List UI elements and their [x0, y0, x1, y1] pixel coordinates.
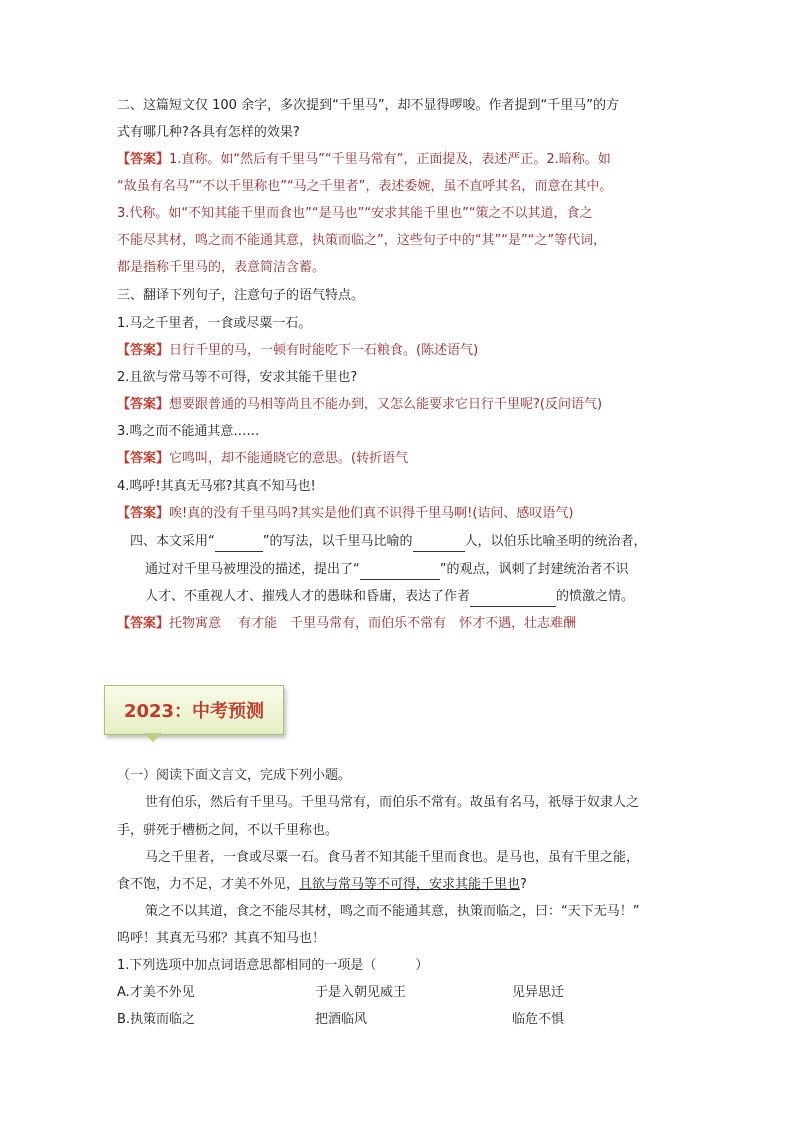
s4-text: ”的写法，以千里马比喻的	[262, 534, 413, 549]
s4-line1	[130, 532, 684, 552]
s3-a2	[117, 395, 684, 415]
s3-a1	[117, 341, 684, 361]
q2-answer-line4: 不能尽其材，鸣之而不能通其意，执策而临之”，这些句子中的“其”“是”“之”等代词，	[117, 233, 607, 248]
fill-blank	[215, 537, 263, 552]
answer-tag: 【答案】	[117, 616, 170, 631]
s4-text: ”的观点，讽刺了封建统治者不识	[439, 562, 629, 577]
s4-text: 人，以伯乐比喻圣明的统治者，	[464, 534, 647, 549]
s4-text: 人才、不重视人才、摧残人才的愚昧和昏庸，表达了作者	[145, 589, 471, 604]
answer-text: 日行千里的马，一顿有时能吃下一石粮食。(陈述语气)	[169, 343, 479, 358]
option-item: 见异思迁	[512, 985, 565, 1000]
option-item: 临危不惧	[512, 1012, 565, 1027]
banner-title: 2023：中考预测	[123, 701, 265, 722]
fill-blank	[413, 537, 465, 552]
s3-q4: 4.鸣呼!其真无马邪?其真不知马也!	[117, 479, 316, 494]
section-banner	[104, 685, 284, 741]
s4-text: 通过对千里马被埋没的描述，提出了“	[145, 562, 360, 577]
fill-blank	[360, 565, 440, 580]
s4-text: 四、本文采用“	[130, 534, 215, 549]
answer-tag: 【答案】	[117, 451, 170, 466]
reading-text: ?	[520, 877, 527, 892]
banner-pointer	[144, 733, 162, 742]
s4-line2	[145, 560, 684, 580]
reading-p1-line1: 世有伯乐，然后有千里马。千里马常有，而伯乐不常有。故虽有名马，祇辱于奴隶人之	[145, 795, 640, 810]
reading-p1-line2: 手，骈死于槽枥之间，不以千里称也。	[117, 823, 339, 838]
q2-answer-line5: 都是指称千里马的，表意简洁含蓄。	[117, 260, 326, 275]
reading-p2-line2	[117, 875, 684, 895]
s3-a3	[117, 449, 684, 469]
reading-text: 食不饱，力不足，才美不外见，	[117, 877, 300, 892]
q2-answer-line1	[117, 150, 684, 170]
answer-text: 唉!真的没有千里马吗?其实是他们真不识得千里马啊!(诘问、感叹语气)	[169, 506, 574, 521]
answer-tag: 【答案】	[117, 152, 170, 167]
option-item: 把酒临风	[315, 1012, 368, 1027]
banner-box	[104, 685, 284, 735]
answer-text: 托物寓意 有才能 千里马常有，而伯乐不常有 怀才不遇，壮志难酬	[169, 616, 577, 631]
q2-line1: 二、这篇短文仅 100 余字，多次提到“千里马”，却不显得啰唆。作者提到“千里马”的方	[117, 98, 620, 113]
s4-text: 的愤激之情。	[556, 589, 635, 604]
answer-tag: 【答案】	[117, 343, 170, 358]
reading-p2-line1: 马之千里者，一食或尽粟一石。食马者不知其能千里而食也。是马也，虽有千里之能，	[145, 850, 640, 865]
option-label: B.执策而临之	[117, 1012, 196, 1027]
reading-intro: （一）阅读下面文言文，完成下列小题。	[117, 768, 352, 783]
q2-line2: 式有哪几种?各具有怎样的效果?	[117, 125, 300, 140]
answer-tag: 【答案】	[117, 397, 170, 412]
answer-text: 1.直称。如“然后有千里马”“千里马常有”，正面提及，表述严正。2.暗称。如	[169, 152, 611, 167]
fill-blank	[470, 592, 556, 607]
s3-q3: 3.鸣之而不能通其意……	[117, 424, 260, 439]
s3-q1: 1.马之千里者，一食或尽粟一石。	[117, 316, 312, 331]
q2-answer-line3: 3.代称。如“不知其能千里而食也”“是马也”“安求其能千里也”“策之不以其道，食之	[117, 206, 593, 221]
s3-a4	[117, 504, 684, 524]
option-item: 于是入朝见威王	[315, 985, 407, 1000]
s4-line3	[145, 587, 684, 607]
s4-answer	[117, 614, 684, 634]
question1-stem: 1.下列选项中加点词语意思都相同的一项是（ ）	[117, 958, 429, 973]
s3-q2: 2.且欲与常马等不可得，安求其能千里也?	[117, 370, 358, 385]
reading-p3-line2: 呜呼！其真无马邪？其真不知马也！	[117, 931, 326, 946]
answer-tag: 【答案】	[117, 506, 170, 521]
reading-p3-line1: 策之不以其道，食之不能尽其材，鸣之而不能通其意，执策而临之，曰：“天下无马！”	[145, 904, 640, 919]
underlined-sentence: 且欲与常马等不可得，安求其能千里也	[299, 877, 521, 892]
q2-answer-line2: “故虽有名马”“不以千里称也”“马之千里者”，表述委婉，虽不直呼其名，而意在其中。	[117, 179, 613, 194]
answer-text: 它鸣叫，却不能通晓它的意思。(转折语气	[169, 451, 409, 466]
section3-title: 三、翻译下列句子，注意句子的语气特点。	[117, 288, 365, 303]
answer-text: 想要跟普通的马相等尚且不能办到，又怎么能要求它日行千里呢?(反问语气)	[169, 397, 603, 412]
option-label: A.才美不外见	[117, 985, 195, 1000]
